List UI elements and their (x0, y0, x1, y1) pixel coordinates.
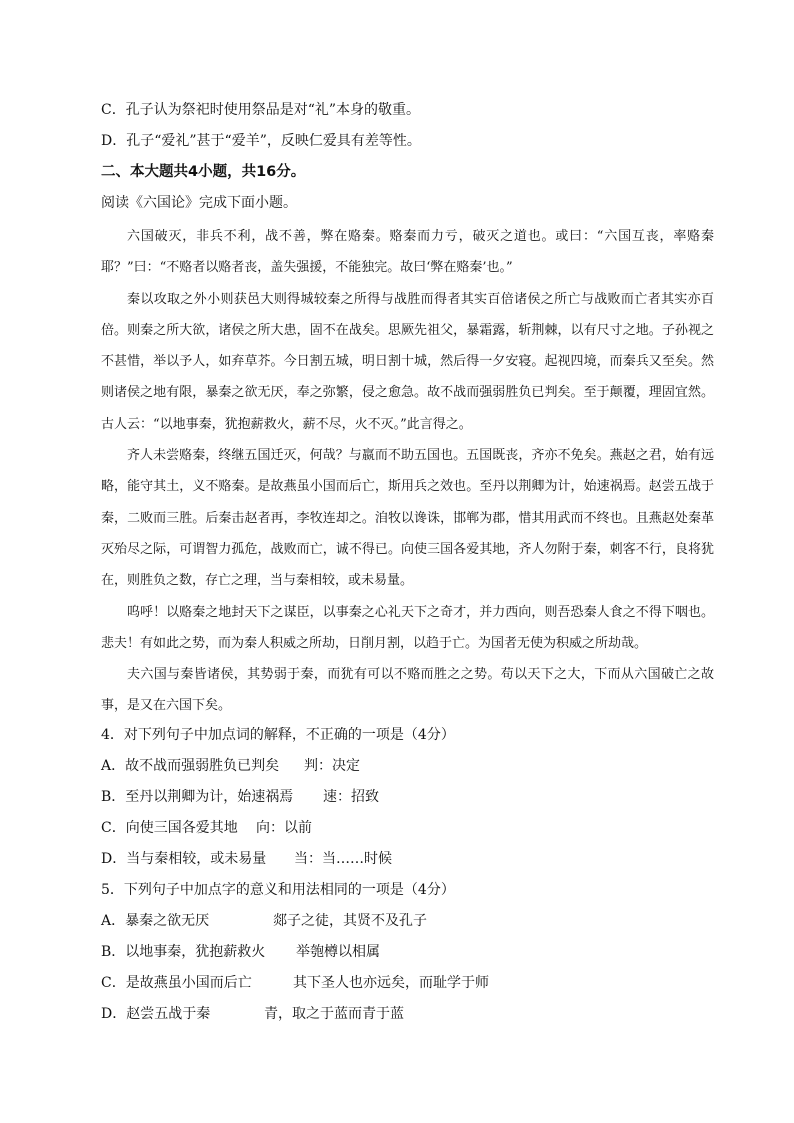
option-text: A．故不战而强弱胜负已判矣 (101, 758, 280, 774)
passage (101, 221, 714, 722)
question-4-option (101, 756, 360, 776)
option-d-prev: D．孔子“爱礼”甚于“爱羊”，反映仁爱具有差等性。 (101, 133, 421, 149)
option-gloss: 向：以前 (256, 820, 312, 836)
option-gloss: 当：当……时候 (294, 851, 392, 867)
passage-paragraph: 齐人未尝赂秦，终继五国迁灭，何哉？与嬴而不助五国也。五国既丧，齐亦不免矣。燕赵之君，始有远略，能守其土，义不赂秦。是故燕虽小国而后亡，斯用兵之效也。至丹以荆卿为计，始速祸焉。赵尝五战于秦，二败而三胜。后秦击赵者再，李牧连却之。洎牧以谗诛，邯郸为郡，惜其用武而不终也。且燕赵处秦革灭殆尽之际，可谓智力孤危，战败而亡，诚不得已。向使三国各爱其地，齐人勿附于秦，刺客不行，良将犹在，则胜负之数，存亡之理，当与秦相较，或未易量。 (101, 448, 714, 589)
option-text: C．向使三国各爱其地 (101, 820, 238, 836)
question-4-option (101, 818, 312, 838)
question-5-option (101, 1004, 404, 1024)
question-4-stem: 4．对下列句子中加点词的解释，不正确的一项是（4分） (101, 727, 455, 743)
option-text: C．是故燕虽小国而后亡 (101, 975, 252, 991)
option-gloss: 判：决定 (304, 758, 360, 774)
option-c-prev: C．孔子认为祭祀时使用祭品是对“礼”本身的敬重。 (101, 102, 421, 118)
question-4-option (101, 787, 379, 807)
option-gloss: 其下圣人也亦远矣，而耻学于师 (293, 975, 489, 991)
passage-paragraph: 六国破灭，非兵不利，战不善，弊在赂秦。赂秦而力亏，破灭之道也。或曰：“六国互丧，率赂秦耶？”曰：“不赂者以赂者丧，盖失强援，不能独完。故曰‘弊在赂秦’也。” (101, 229, 714, 276)
question-4-option (101, 849, 392, 869)
option-gloss: 青，取之于蓝而青于蓝 (264, 1006, 404, 1022)
passage-paragraph: 呜呼！以赂秦之地封天下之谋臣，以事秦之心礼天下之奇才，并力西向，则吾恐秦人食之不得下咽也。悲夫！有如此之势，而为秦人积威之所劫，日削月割，以趋于亡。为国者无使为积威之所劫哉。 (101, 604, 714, 651)
reading-instruction: 阅读《六国论》完成下面小题。 (101, 195, 297, 211)
question-5-option (101, 942, 380, 962)
section-heading: 二、本大题共4小题，共16分。 (101, 164, 306, 180)
option-text: B．至丹以荆卿为计，始速祸焉 (101, 789, 294, 805)
option-gloss: 郯子之徒，其贤不及孔子 (273, 913, 427, 929)
option-gloss: 速：招致 (323, 789, 379, 805)
question-5-option (101, 911, 427, 931)
option-text: A．暴秦之欲无厌 (101, 913, 210, 929)
option-text: B．以地事秦，犹抱薪救火 (101, 944, 266, 960)
option-gloss: 举匏樽以相属 (296, 944, 380, 960)
passage-paragraph: 夫六国与秦皆诸侯，其势弱于秦，而犹有可以不赂而胜之之势。苟以天下之大，下而从六国破亡之故事，是又在六国下矣。 (101, 667, 714, 714)
option-text: D．赵尝五战于秦 (101, 1006, 211, 1022)
passage-paragraph: 秦以攻取之外小则获邑大则得城较秦之所得与战胜而得者其实百倍诸侯之所亡与战败而亡者其实亦百倍。则秦之所大欲，诸侯之所大患，固不在战矣。思厥先祖父，暴霜露，斩荆棘，以有尺寸之地。子孙视之不甚惜，举以予人，如弃草芥。今日割五城，明日割十城，然后得一夕安寝。起视四境，而秦兵又至矣。然则诸侯之地有限，暴秦之欲无厌，奉之弥繁，侵之愈急。故不战而强弱胜负已判矣。至于颠覆，理固宜然。古人云：“以地事秦，犹抱薪救火，薪不尽，火不灭。”此言得之。 (101, 291, 714, 432)
question-5-option (101, 973, 489, 993)
option-text: D．当与秦相较，或未易量 (101, 851, 267, 867)
question-5-stem: 5．下列句子中加点字的意义和用法相同的一项是（4分） (101, 882, 455, 898)
